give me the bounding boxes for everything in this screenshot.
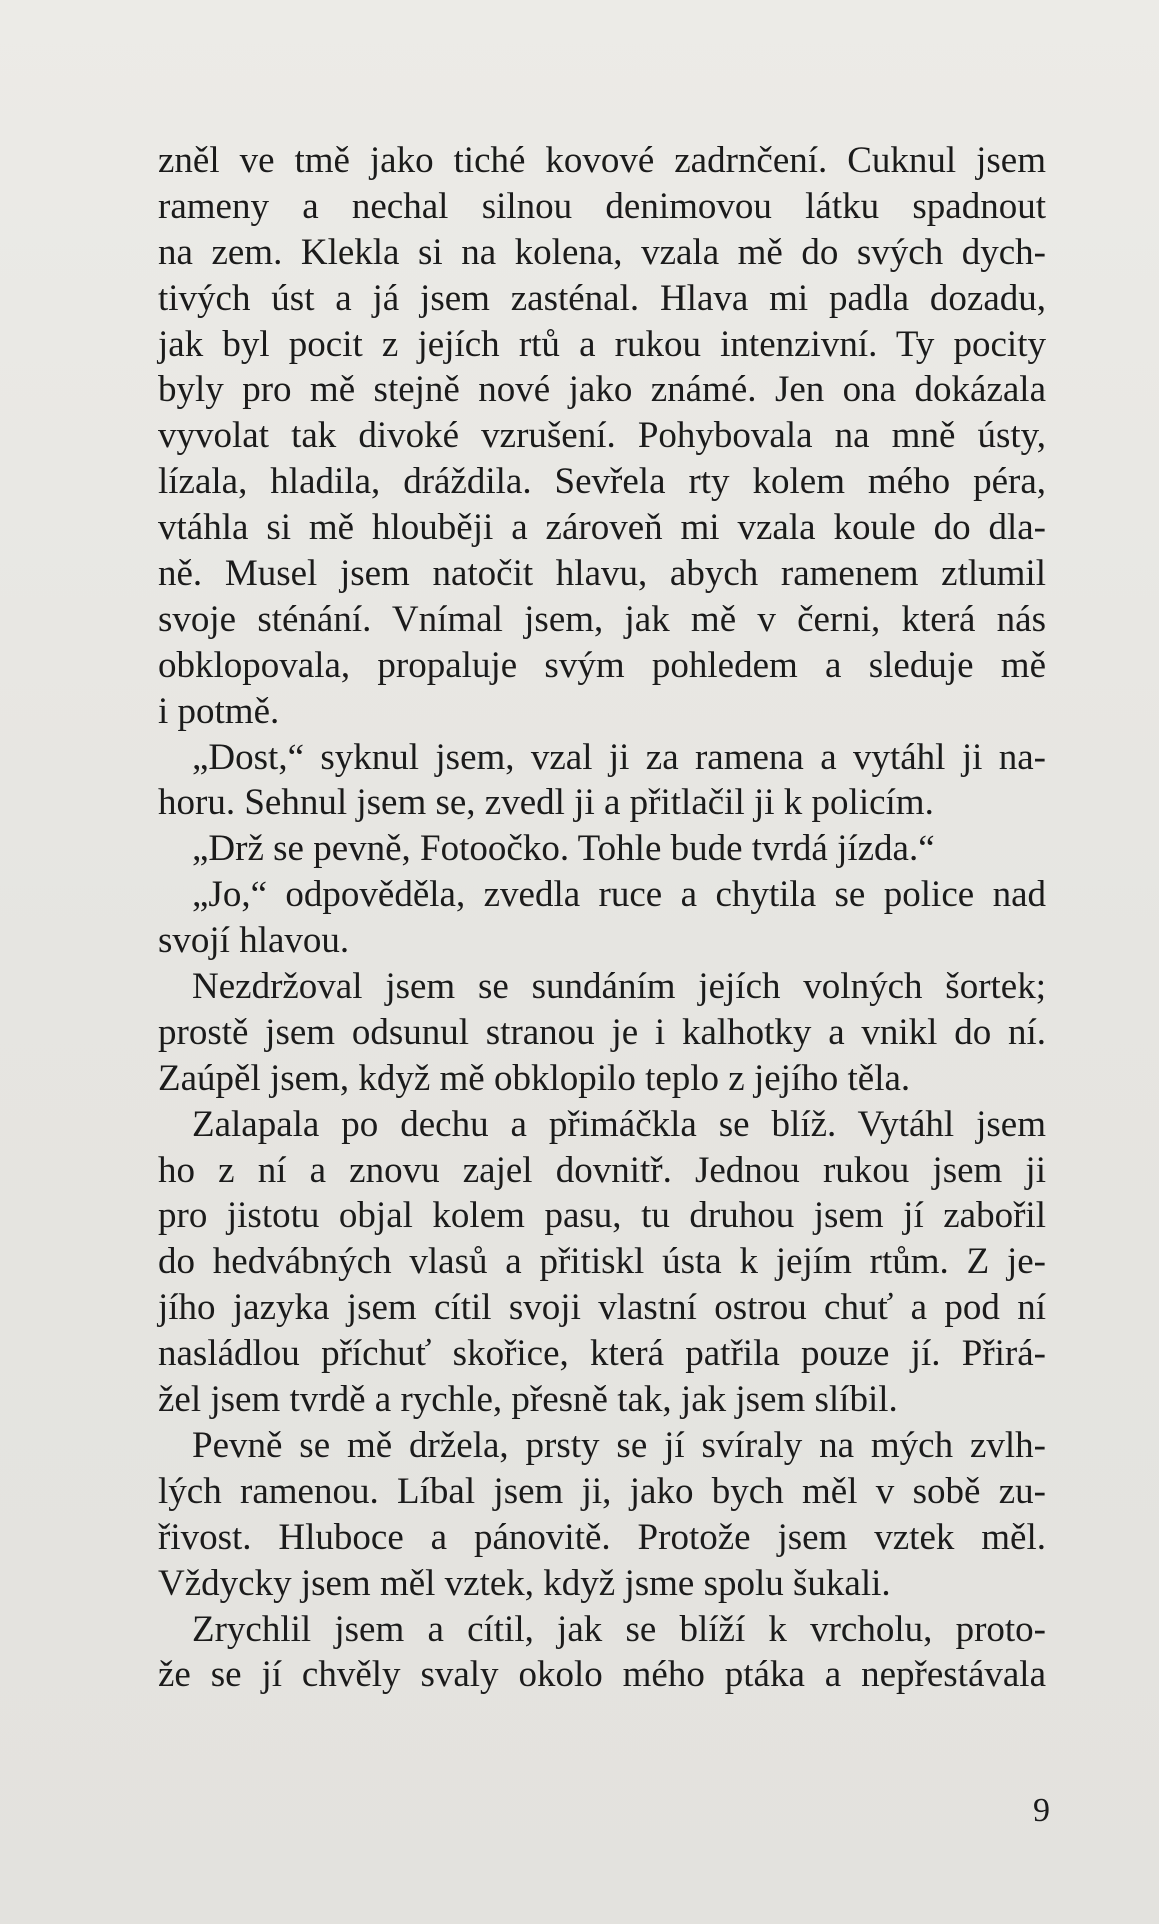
text-line: rameny a nechal silnou denimovou látku spadnout — [158, 185, 1046, 227]
text-line: že se jí chvěly svaly okolo mého ptáka a nepřestávala — [158, 1654, 1046, 1696]
text-line: lízala, hladila, dráždila. Sevřela rty kolem mého péra, — [158, 461, 1046, 503]
text-line: Nezdržoval jsem se sundáním jejích volných šortek; — [192, 966, 1046, 1008]
text-line: do hedvábných vlasů a přitiskl ústa k jejím rtům. Z je- — [158, 1241, 1046, 1283]
text-line: na zem. Klekla si na kolena, vzala mě do svých dych- — [158, 231, 1046, 273]
body-text — [158, 138, 1046, 1698]
text-line: vyvolat tak divoké vzrušení. Pohybovala na mně ústy, — [158, 415, 1046, 457]
text-line: zněl ve tmě jako tiché kovové zadrnčení. Cuknul jsem — [158, 140, 1046, 181]
text-line: pro jistotu objal kolem pasu, tu druhou jsem jí zabořil — [158, 1195, 1046, 1237]
text-line: obklopovala, propaluje svým pohledem a sleduje mě — [158, 644, 1046, 686]
text-line: svoje sténání. Vnímal jsem, jak mě v černi, která nás — [158, 598, 1046, 640]
text-line: jak byl pocit z jejích rtů a rukou intenzivní. Ty pocity — [158, 323, 1046, 365]
text-line: Vždycky jsem měl vztek, když jsme spolu šukali. — [158, 1562, 891, 1604]
text-line: Zaúpěl jsem, když mě obklopilo teplo z jejího těla. — [158, 1057, 911, 1099]
text-line: Zrychlil jsem a cítil, jak se blíží k vrcholu, proto- — [192, 1608, 1046, 1650]
text-line: ho z ní a znovu zajel dovnitř. Jednou rukou jsem ji — [158, 1149, 1046, 1191]
text-line: lých ramenou. Líbal jsem ji, jako bych měl v sobě zu- — [158, 1470, 1046, 1512]
text-line: horu. Sehnul jsem se, zvedl ji a přitlačil ji k policím. — [158, 782, 934, 824]
page-number: 9 — [1033, 1792, 1050, 1829]
text-line: Zalapala po dechu a přimáčkla se blíž. Vytáhl jsem — [192, 1103, 1046, 1145]
text-line: „Drž se pevně, Fotoočko. Tohle bude tvrdá jízda.“ — [192, 828, 935, 870]
text-line: ně. Musel jsem natočit hlavu, abych ramenem ztlumil — [158, 553, 1046, 595]
text-line: „Jo,“ odpověděla, zvedla ruce a chytila se police nad — [192, 874, 1046, 916]
text-line: jího jazyka jsem cítil svoji vlastní ostrou chuť a pod ní — [158, 1287, 1046, 1329]
text-line: prostě jsem odsunul stranou je i kalhotky a vnikl do ní. — [158, 1011, 1046, 1053]
text-line: žel jsem tvrdě a rychle, přesně tak, jak jsem slíbil. — [158, 1379, 898, 1421]
text-line: byly pro mě stejně nové jako známé. Jen ona dokázala — [158, 369, 1046, 411]
text-line: i potmě. — [158, 690, 280, 732]
text-line: Pevně se mě držela, prsty se jí svíraly na mých zvlh- — [192, 1424, 1046, 1466]
text-line: vtáhla si mě hlouběji a zároveň mi vzala koule do dla- — [158, 507, 1046, 549]
text-line: svojí hlavou. — [158, 920, 350, 962]
text-line: „Dost,“ syknul jsem, vzal ji za ramena a vytáhl ji na- — [192, 736, 1046, 778]
text-line: tivých úst a já jsem zasténal. Hlava mi padla dozadu, — [158, 277, 1046, 319]
text-line: řivost. Hluboce a pánovitě. Protože jsem vztek měl. — [158, 1516, 1046, 1558]
text-line: nasládlou příchuť skořice, která patřila pouze jí. Přirá- — [158, 1333, 1046, 1375]
